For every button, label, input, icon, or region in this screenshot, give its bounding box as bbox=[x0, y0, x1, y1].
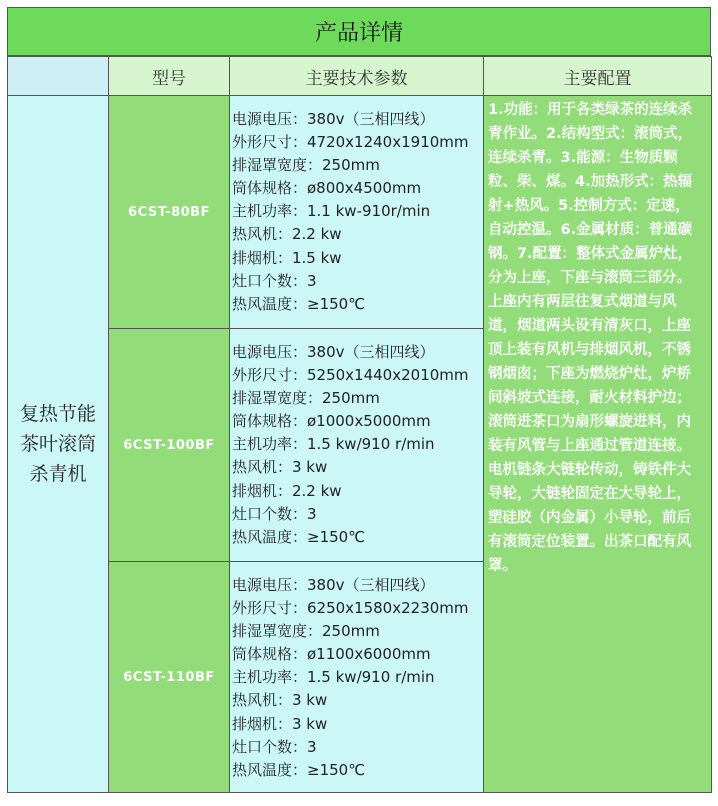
param-line: 热风温度：≥150℃ bbox=[232, 527, 366, 546]
header-config: 主要配置 bbox=[484, 57, 712, 96]
param-line: 排湿罩宽度：250mm bbox=[232, 389, 380, 408]
main-config: 1.功能：用于各类绿茶的连续杀青作业。2.结构型式：滚筒式，连续杀青。3.能源：生物质颗粒、柴、煤。4.加热形式：热辐射+热风。5.控制方式：定速，自动控温。6.金属材质：普通碳钢。7.配置：整体式金属炉灶，分为上座，下座与滚筒三部分。上座内有两层往复式烟道与风道，烟道两头设有清灰口，上座顶上装有风机与排烟风机，不锈钢烟囱；下座为燃烧炉灶，炉桥间斜坡式连接，耐火材料护边；滚筒进茶口为扇形螺旋进料，内装有风管与上座通过管道连接。电机链条大链轮传动，铸铁件大导轮，大链轮固定在大导轮上，塑硅胶（内金属）小导轮，前后有滚筒定位装置。出茶口配有风罩。 bbox=[484, 96, 712, 793]
param-line: 灶口个数：3 bbox=[232, 271, 317, 290]
param-line: 热风温度：≥150℃ bbox=[232, 760, 366, 779]
param-line: 排湿罩宽度：250mm bbox=[232, 156, 380, 175]
param-line: 热风温度：≥150℃ bbox=[232, 294, 366, 313]
param-line: 筒体规格：ø800x4500mm bbox=[232, 179, 422, 198]
spec-table bbox=[7, 56, 712, 793]
header-params: 主要技术参数 bbox=[230, 57, 484, 96]
header-blank bbox=[8, 57, 109, 96]
param-line: 外形尺寸：6250x1580x2230mm bbox=[232, 599, 469, 618]
param-line: 外形尺寸：5250x1440x2010mm bbox=[232, 366, 469, 385]
header-row bbox=[8, 57, 712, 96]
product-name-line: 复热节能 bbox=[19, 403, 96, 425]
product-name-line: 茶叶滚筒 bbox=[19, 433, 96, 455]
page-title: 产品详情 bbox=[7, 7, 711, 56]
param-line: 主机功率：1.5 kw/910 r/min bbox=[232, 435, 435, 454]
param-line: 排烟机：1.5 kw bbox=[232, 248, 342, 267]
param-line: 外形尺寸：4720x1240x1910mm bbox=[232, 133, 469, 152]
product-name bbox=[8, 96, 109, 793]
model-params bbox=[230, 329, 484, 562]
param-line: 热风机：2.2 kw bbox=[232, 225, 342, 244]
param-line: 主机功率：1.5 kw/910 r/min bbox=[232, 668, 435, 687]
model-params bbox=[230, 562, 484, 793]
param-line: 电源电压：380v（三相四线） bbox=[232, 576, 435, 594]
model-name: 6CST-100BF bbox=[109, 329, 230, 562]
model-name: 6CST-110BF bbox=[109, 562, 230, 793]
param-line: 电源电压：380v（三相四线） bbox=[232, 110, 435, 128]
param-line: 排湿罩宽度：250mm bbox=[232, 622, 380, 641]
model-params bbox=[230, 96, 484, 329]
param-line: 热风机：3 kw bbox=[232, 458, 328, 477]
param-line: 热风机：3 kw bbox=[232, 691, 328, 710]
param-line: 筒体规格：ø1100x6000mm bbox=[232, 645, 431, 664]
param-line: 主机功率：1.1 kw-910r/min bbox=[232, 202, 431, 221]
product-detail-panel bbox=[7, 7, 711, 793]
product-name-line: 杀青机 bbox=[29, 463, 87, 485]
param-line: 筒体规格：ø1000x5000mm bbox=[232, 412, 431, 431]
param-line: 排烟机：3 kw bbox=[232, 714, 328, 733]
model-row bbox=[8, 96, 712, 329]
model-name: 6CST-80BF bbox=[109, 96, 230, 329]
param-line: 灶口个数：3 bbox=[232, 504, 317, 523]
param-line: 灶口个数：3 bbox=[232, 737, 317, 756]
header-model: 型号 bbox=[109, 57, 230, 96]
param-line: 电源电压：380v（三相四线） bbox=[232, 343, 435, 361]
param-line: 排烟机：2.2 kw bbox=[232, 481, 342, 500]
